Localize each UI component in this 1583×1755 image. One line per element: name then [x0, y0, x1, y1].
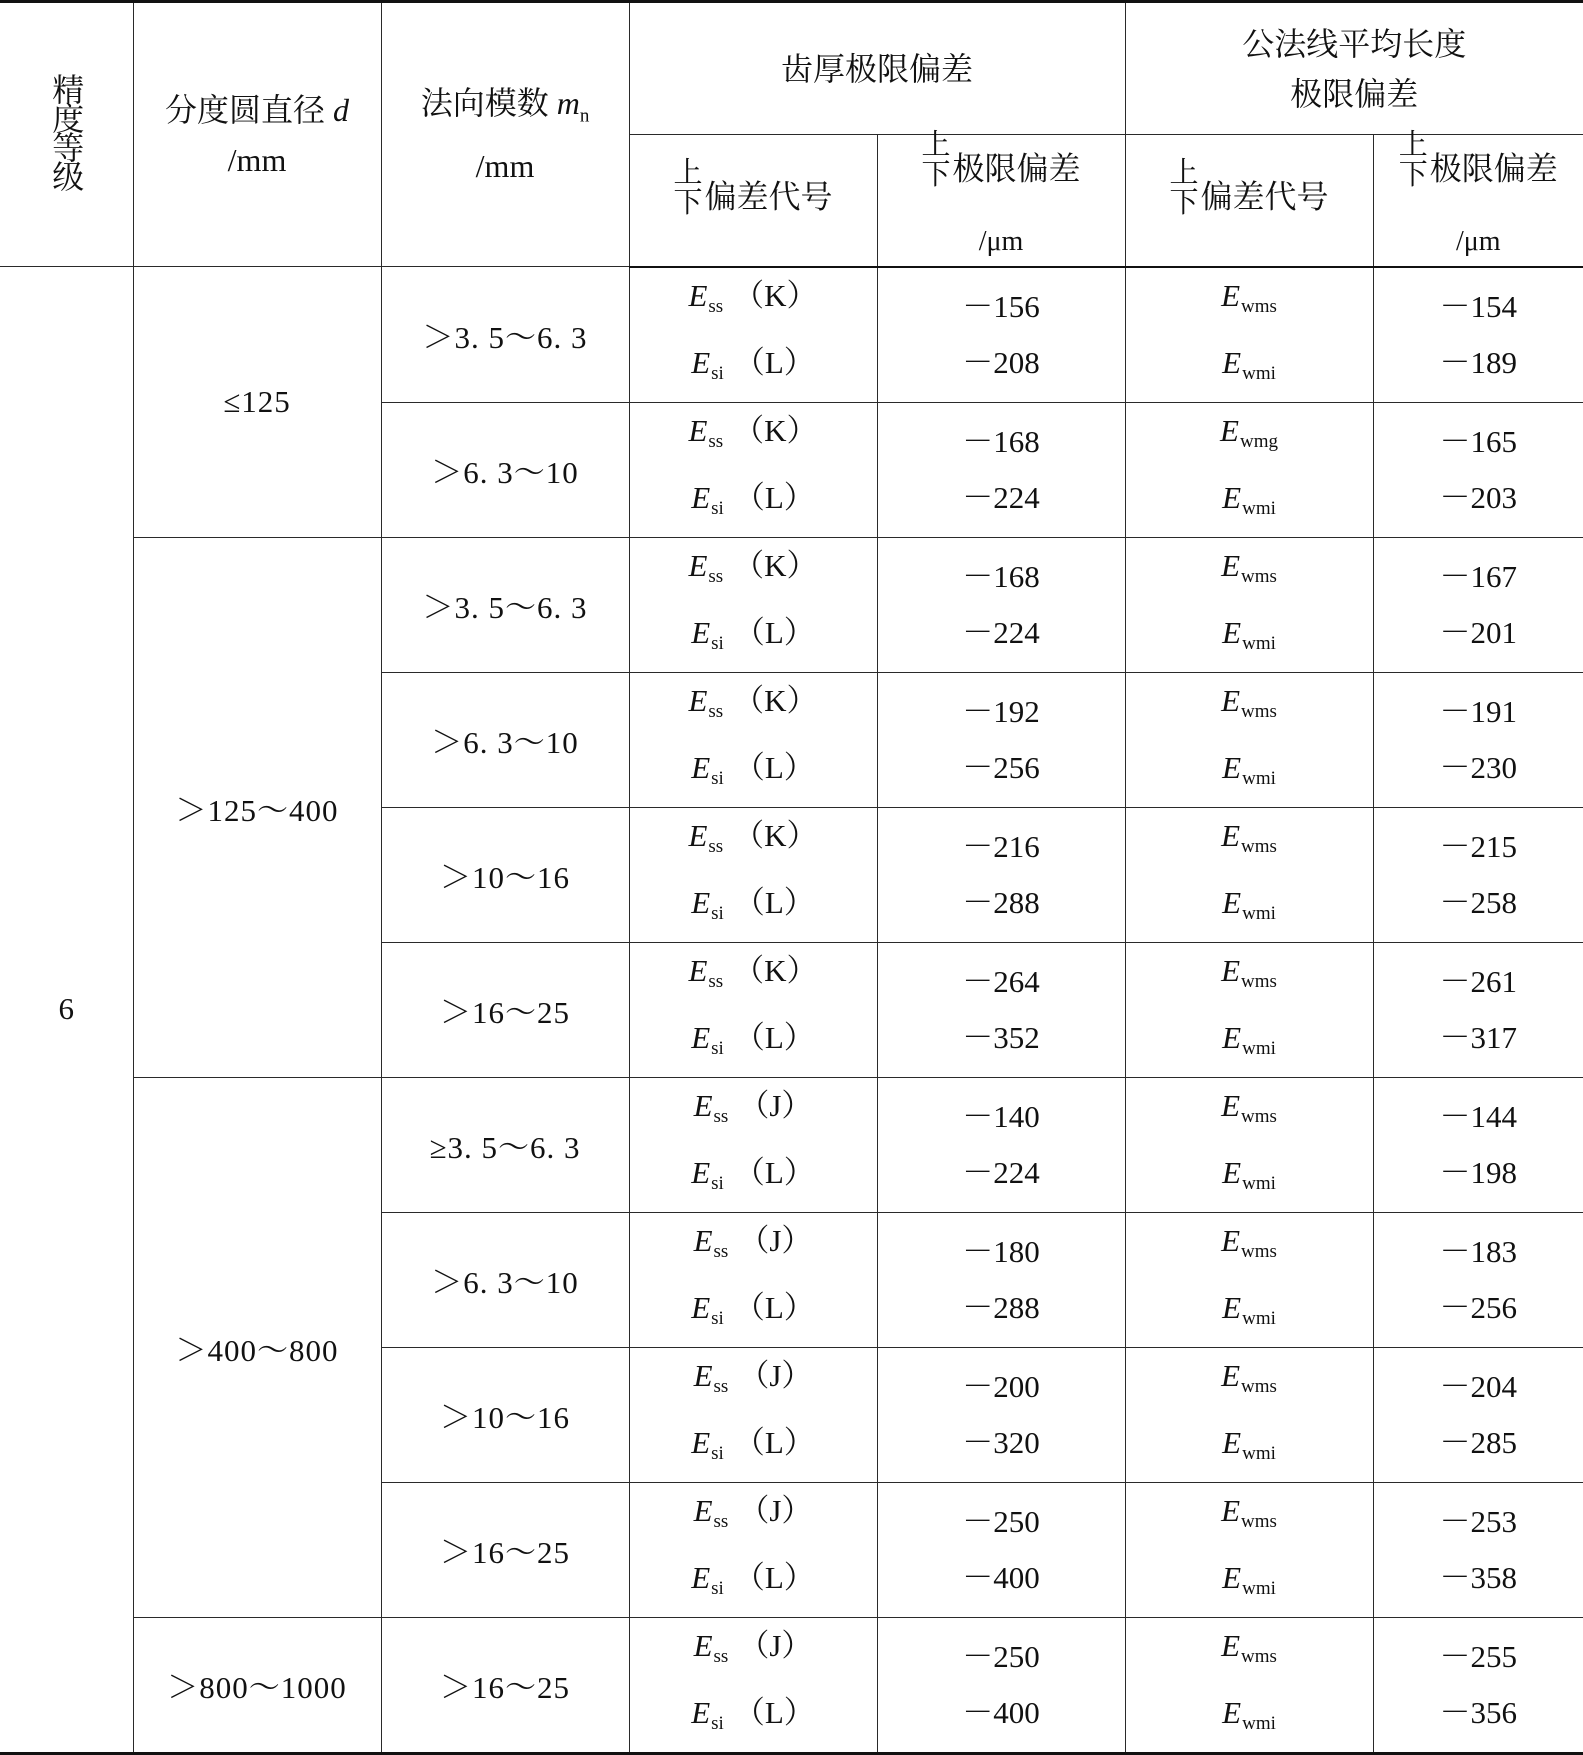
- precision-grade-label: 精度等级: [48, 72, 85, 189]
- precision-grade-value: 6: [58, 991, 74, 1027]
- tangent-value-cell: [1373, 267, 1583, 403]
- lower-code-line: [630, 1145, 877, 1212]
- tooth-value-cell: [877, 942, 1125, 1077]
- ewm-lower-value: －189: [1439, 344, 1518, 380]
- upper-code-line: [630, 538, 877, 605]
- esi-code: （L）: [733, 1154, 815, 1190]
- base-tangent-group-line1: 公法线平均长度: [1242, 25, 1467, 62]
- ewm-upper-value: －191: [1439, 693, 1518, 729]
- upper-code-line: [630, 403, 877, 470]
- ess-symbol: $E_{ss}$: [688, 277, 724, 317]
- upper-char: 上: [921, 129, 951, 162]
- esi-value: －288: [962, 1289, 1040, 1325]
- pitch-diameter-header: [133, 2, 381, 267]
- tangent-code-cell: [1125, 1617, 1373, 1753]
- tooth-code-cell: [629, 1212, 877, 1347]
- ewm-upper-value: －183: [1439, 1233, 1518, 1269]
- pitch-diameter-label: 分度圆直径: [164, 91, 325, 128]
- tangent-value-cell: [1373, 402, 1583, 537]
- ess-symbol: $E_{ss}$: [693, 1492, 729, 1532]
- table-row: [0, 267, 1583, 403]
- ess-code: （J）: [738, 1627, 813, 1663]
- esi-value: －400: [962, 1559, 1040, 1595]
- esi-value: －288: [962, 884, 1040, 920]
- esi-code: （L）: [733, 1694, 815, 1730]
- module-value: ＞16～25: [440, 995, 570, 1030]
- ewm-lower-symbol: $E_{wmi}$: [1222, 1019, 1276, 1059]
- upper-char: 上: [1169, 157, 1199, 190]
- ess-symbol: $E_{ss}$: [693, 1222, 729, 1262]
- tangent-code-cell: [1125, 267, 1373, 403]
- ess-value: －180: [962, 1233, 1040, 1269]
- ewm-lower-value: －258: [1439, 884, 1518, 920]
- upper-code-line: [630, 268, 877, 335]
- ewm-lower-symbol: $E_{wmi}$: [1222, 479, 1276, 519]
- tooth-value-cell: [877, 1077, 1125, 1212]
- tooth-value-cell: [877, 1482, 1125, 1617]
- tooth-value-cell: [877, 267, 1125, 403]
- ewm-lower-value: －256: [1439, 1289, 1518, 1325]
- ess-code: （K）: [733, 682, 818, 718]
- diameter-value: ＞400～800: [175, 1332, 339, 1368]
- esi-symbol: $E_{si}$: [691, 1154, 724, 1194]
- lower-code-line: [630, 1415, 877, 1482]
- normal-module-label: 法向模数: [420, 84, 549, 121]
- diameter-cell: [133, 537, 381, 1077]
- tangent-code-cell: [1125, 537, 1373, 672]
- esi-code: （L）: [733, 479, 815, 515]
- tangent-value-cell: [1373, 807, 1583, 942]
- ess-code: （J）: [738, 1357, 813, 1393]
- upper-code-line: [630, 1618, 877, 1685]
- ess-value: －168: [962, 423, 1040, 459]
- esi-code: （L）: [733, 1289, 815, 1325]
- ewm-upper-symbol: $E_{wms}$: [1221, 547, 1277, 587]
- esi-value: －320: [962, 1424, 1040, 1460]
- tangent-value-cell: [1373, 672, 1583, 807]
- ewm-lower-value: －203: [1439, 479, 1518, 515]
- esi-code: （L）: [733, 344, 815, 380]
- esi-symbol: $E_{si}$: [691, 1019, 724, 1059]
- base-tangent-group-line2: 极限偏差: [1290, 75, 1419, 112]
- module-cell: [381, 672, 629, 807]
- esi-symbol: $E_{si}$: [691, 1424, 724, 1464]
- esi-symbol: $E_{si}$: [691, 344, 724, 384]
- module-cell: [381, 1347, 629, 1482]
- tooth-code-cell: [629, 942, 877, 1077]
- tooth-value-cell: [877, 1212, 1125, 1347]
- ewm-upper-value: －165: [1439, 423, 1518, 459]
- ewm-lower-value: －201: [1439, 614, 1518, 650]
- ewm-lower-symbol: $E_{wmi}$: [1222, 1154, 1276, 1194]
- header-row-1: [0, 2, 1583, 135]
- normal-module-subscript: n: [579, 105, 590, 127]
- module-value: ＞6. 3～10: [431, 725, 579, 760]
- tooth-code-cell: [629, 1617, 877, 1753]
- ewm-upper-value: －253: [1439, 1503, 1518, 1539]
- module-value: ＞10～16: [440, 860, 570, 895]
- tooth-code-cell: [629, 1077, 877, 1212]
- esi-symbol: $E_{si}$: [691, 614, 724, 654]
- lower-code-line: [630, 335, 877, 402]
- unit-um: /μm: [1455, 226, 1501, 258]
- ess-symbol: $E_{ss}$: [688, 682, 724, 722]
- lower-char: 下: [921, 159, 951, 192]
- esi-value: －224: [962, 614, 1040, 650]
- esi-code: （L）: [733, 749, 815, 785]
- tangent-deviation-code-header: [1125, 135, 1373, 267]
- upper-lower-stack: [1170, 158, 1199, 218]
- tangent-value-cell: [1373, 942, 1583, 1077]
- pitch-diameter-unit: /mm: [227, 141, 287, 178]
- tooth-value-cell: [877, 537, 1125, 672]
- ewm-lower-value: －356: [1439, 1694, 1518, 1730]
- tooth-code-cell: [629, 1482, 877, 1617]
- esi-value: －400: [962, 1694, 1040, 1730]
- esi-symbol: $E_{si}$: [691, 1559, 724, 1599]
- ess-symbol: $E_{ss}$: [688, 547, 724, 587]
- ewm-lower-symbol: $E_{wmi}$: [1222, 344, 1276, 384]
- tooth-value-cell: [877, 1347, 1125, 1482]
- diameter-cell: [133, 1617, 381, 1753]
- lower-code-line: [630, 470, 877, 537]
- ewm-lower-symbol: $E_{wmi}$: [1222, 884, 1276, 924]
- esi-symbol: $E_{si}$: [691, 479, 724, 519]
- ess-value: －264: [962, 963, 1040, 999]
- module-cell: [381, 402, 629, 537]
- ewm-lower-symbol: $E_{wmi}$: [1222, 1289, 1276, 1329]
- unit-um: /μm: [978, 226, 1024, 258]
- module-cell: [381, 942, 629, 1077]
- tooth-limit-deviation-header: [877, 129, 1125, 267]
- esi-code: （L）: [733, 1559, 815, 1595]
- ewm-upper-symbol: $E_{wms}$: [1221, 1627, 1277, 1667]
- lower-code-line: [630, 1280, 877, 1347]
- tangent-code-cell: [1125, 1212, 1373, 1347]
- ewm-lower-value: －285: [1439, 1424, 1518, 1460]
- tangent-code-cell: [1125, 1482, 1373, 1617]
- module-cell: [381, 807, 629, 942]
- ess-value: －200: [962, 1368, 1040, 1404]
- module-value: ＞16～25: [440, 1535, 570, 1570]
- ess-code: （K）: [733, 412, 818, 448]
- esi-symbol: $E_{si}$: [691, 749, 724, 789]
- ewm-upper-value: －144: [1439, 1098, 1518, 1134]
- ess-symbol: $E_{ss}$: [693, 1357, 729, 1397]
- diameter-value: ＞800～1000: [167, 1670, 347, 1705]
- ess-code: （K）: [733, 277, 818, 313]
- module-cell: [381, 1482, 629, 1617]
- ess-value: －192: [962, 693, 1040, 729]
- ewm-lower-symbol: $E_{wmi}$: [1222, 1559, 1276, 1599]
- upper-code-line: [630, 943, 877, 1010]
- precision-grade-cell: [0, 267, 133, 1754]
- precision-grade-header: [0, 2, 133, 267]
- esi-value: －224: [962, 479, 1040, 515]
- lower-char: 下: [673, 187, 703, 220]
- normal-module-header: [381, 2, 629, 267]
- ewm-upper-symbol: $E_{wmg}$: [1220, 412, 1278, 452]
- limit-deviation-label: 极限偏差: [1429, 150, 1558, 187]
- esi-code: （L）: [733, 614, 815, 650]
- deviation-code-label: 偏差代号: [1200, 178, 1329, 215]
- ewm-lower-symbol: $E_{wmi}$: [1222, 614, 1276, 654]
- ess-symbol: $E_{ss}$: [688, 952, 724, 992]
- upper-code-line: [630, 673, 877, 740]
- base-tangent-group-header: [1125, 2, 1583, 135]
- diameter-value: ＞125～400: [175, 792, 339, 828]
- ewm-lower-value: －317: [1439, 1019, 1518, 1055]
- ess-value: －168: [962, 558, 1040, 594]
- module-value: ＞6. 3～10: [431, 455, 579, 490]
- ewm-lower-symbol: $E_{wmi}$: [1222, 1694, 1276, 1734]
- ewm-upper-value: －154: [1439, 288, 1518, 324]
- tooth-code-cell: [629, 807, 877, 942]
- ess-value: －250: [962, 1503, 1040, 1539]
- esi-symbol: $E_{si}$: [691, 884, 724, 924]
- ess-symbol: $E_{ss}$: [693, 1627, 729, 1667]
- upper-lower-stack: [673, 158, 702, 218]
- lower-code-line: [630, 1010, 877, 1077]
- tooth-value-cell: [877, 807, 1125, 942]
- upper-lower-stack: [921, 130, 950, 190]
- tangent-value-cell: [1373, 1077, 1583, 1212]
- ewm-lower-value: －230: [1439, 749, 1518, 785]
- tooth-thickness-group-header: [629, 2, 1125, 135]
- tooth-value-cell: [877, 1617, 1125, 1753]
- esi-value: －208: [962, 344, 1040, 380]
- esi-symbol: $E_{si}$: [691, 1694, 724, 1734]
- ess-code: （J）: [738, 1492, 813, 1528]
- ewm-lower-value: －198: [1439, 1154, 1518, 1190]
- module-cell: [381, 537, 629, 672]
- module-value: ＞10～16: [440, 1400, 570, 1435]
- tooth-thickness-group-label: 齿厚极限偏差: [781, 50, 974, 87]
- diameter-cell: [133, 267, 381, 538]
- upper-code-line: [630, 1078, 877, 1145]
- table-row: [0, 537, 1583, 672]
- tooth-code-cell: [629, 402, 877, 537]
- module-value: ≥3. 5～6. 3: [429, 1130, 581, 1165]
- tangent-value-cell: [1373, 1482, 1583, 1617]
- esi-symbol: $E_{si}$: [691, 1289, 724, 1329]
- module-cell: [381, 1617, 629, 1753]
- esi-value: －352: [962, 1019, 1040, 1055]
- ewm-upper-value: －167: [1439, 558, 1518, 594]
- ewm-upper-value: －204: [1439, 1368, 1518, 1404]
- esi-code: （L）: [733, 884, 815, 920]
- tooth-value-cell: [877, 672, 1125, 807]
- lower-code-line: [630, 875, 877, 942]
- ess-value: －140: [962, 1098, 1040, 1134]
- upper-code-line: [630, 808, 877, 875]
- module-cell: [381, 1212, 629, 1347]
- module-value: ＞3. 5～6. 3: [422, 590, 588, 625]
- deviation-code-label: 偏差代号: [704, 178, 833, 215]
- ess-symbol: $E_{ss}$: [688, 412, 724, 452]
- tooth-deviation-code-header: [629, 135, 877, 267]
- ewm-upper-symbol: $E_{wms}$: [1221, 952, 1277, 992]
- ess-code: （J）: [738, 1087, 813, 1123]
- upper-code-line: [630, 1213, 877, 1280]
- tangent-code-cell: [1125, 942, 1373, 1077]
- pitch-diameter-symbol: d: [333, 91, 349, 128]
- ewm-upper-value: －261: [1439, 963, 1518, 999]
- module-value: ＞6. 3～10: [431, 1265, 579, 1300]
- tangent-value-cell: [1373, 1617, 1583, 1753]
- module-value: ＞3. 5～6. 3: [422, 319, 588, 355]
- limit-deviation-label: 极限偏差: [952, 150, 1081, 187]
- normal-module-symbol: m: [556, 84, 580, 121]
- tangent-code-cell: [1125, 402, 1373, 537]
- module-cell: [381, 267, 629, 403]
- ess-value: －250: [962, 1638, 1040, 1674]
- tangent-code-cell: [1125, 672, 1373, 807]
- tooth-value-cell: [877, 402, 1125, 537]
- tangent-value-cell: [1373, 537, 1583, 672]
- module-value: ＞16～25: [440, 1670, 570, 1705]
- ess-symbol: $E_{ss}$: [693, 1087, 729, 1127]
- lower-code-line: [630, 605, 877, 672]
- tangent-limit-deviation-header: [1373, 129, 1583, 267]
- tooth-code-cell: [629, 537, 877, 672]
- ewm-lower-symbol: $E_{wmi}$: [1222, 749, 1276, 789]
- ewm-lower-symbol: $E_{wmi}$: [1222, 1424, 1276, 1464]
- diameter-cell: [133, 1077, 381, 1617]
- tangent-code-cell: [1125, 1077, 1373, 1212]
- ess-code: （J）: [738, 1222, 813, 1258]
- table-row: [0, 1077, 1583, 1212]
- lower-char: 下: [1169, 187, 1199, 220]
- ess-code: （K）: [733, 547, 818, 583]
- module-cell: [381, 1077, 629, 1212]
- ewm-upper-symbol: $E_{wms}$: [1221, 1357, 1277, 1397]
- esi-value: －224: [962, 1154, 1040, 1190]
- ewm-upper-symbol: $E_{wms}$: [1221, 277, 1277, 317]
- ess-symbol: $E_{ss}$: [688, 817, 724, 857]
- normal-module-unit: /mm: [475, 148, 535, 185]
- upper-char: 上: [1398, 129, 1428, 162]
- ewm-lower-value: －358: [1439, 1559, 1518, 1595]
- upper-code-line: [630, 1483, 877, 1550]
- ess-code: （K）: [733, 952, 818, 988]
- lower-code-line: [630, 1685, 877, 1752]
- ess-value: －216: [962, 828, 1040, 864]
- ess-code: （K）: [733, 817, 818, 853]
- tangent-value-cell: [1373, 1347, 1583, 1482]
- table-row: [0, 1617, 1583, 1753]
- tangent-code-cell: [1125, 1347, 1373, 1482]
- lower-char: 下: [1398, 159, 1428, 192]
- tooth-code-cell: [629, 1347, 877, 1482]
- upper-lower-stack: [1399, 130, 1428, 190]
- tangent-value-cell: [1373, 1212, 1583, 1347]
- ewm-upper-value: －255: [1439, 1638, 1518, 1674]
- diameter-value: ≤125: [223, 383, 291, 419]
- esi-value: －256: [962, 749, 1040, 785]
- esi-code: （L）: [733, 1019, 815, 1055]
- ewm-upper-symbol: $E_{wms}$: [1221, 682, 1277, 722]
- upper-char: 上: [673, 157, 703, 190]
- ewm-upper-symbol: $E_{wms}$: [1221, 1492, 1277, 1532]
- esi-code: （L）: [733, 1424, 815, 1460]
- ewm-upper-value: －215: [1439, 828, 1518, 864]
- ewm-upper-symbol: $E_{wms}$: [1221, 817, 1277, 857]
- tooth-code-cell: [629, 672, 877, 807]
- tangent-code-cell: [1125, 807, 1373, 942]
- lower-code-line: [630, 740, 877, 807]
- ess-value: －156: [962, 288, 1040, 324]
- ewm-upper-symbol: $E_{wms}$: [1221, 1087, 1277, 1127]
- upper-code-line: [630, 1348, 877, 1415]
- ewm-upper-symbol: $E_{wms}$: [1221, 1222, 1277, 1262]
- lower-code-line: [630, 1550, 877, 1617]
- tooth-code-cell: [629, 267, 877, 403]
